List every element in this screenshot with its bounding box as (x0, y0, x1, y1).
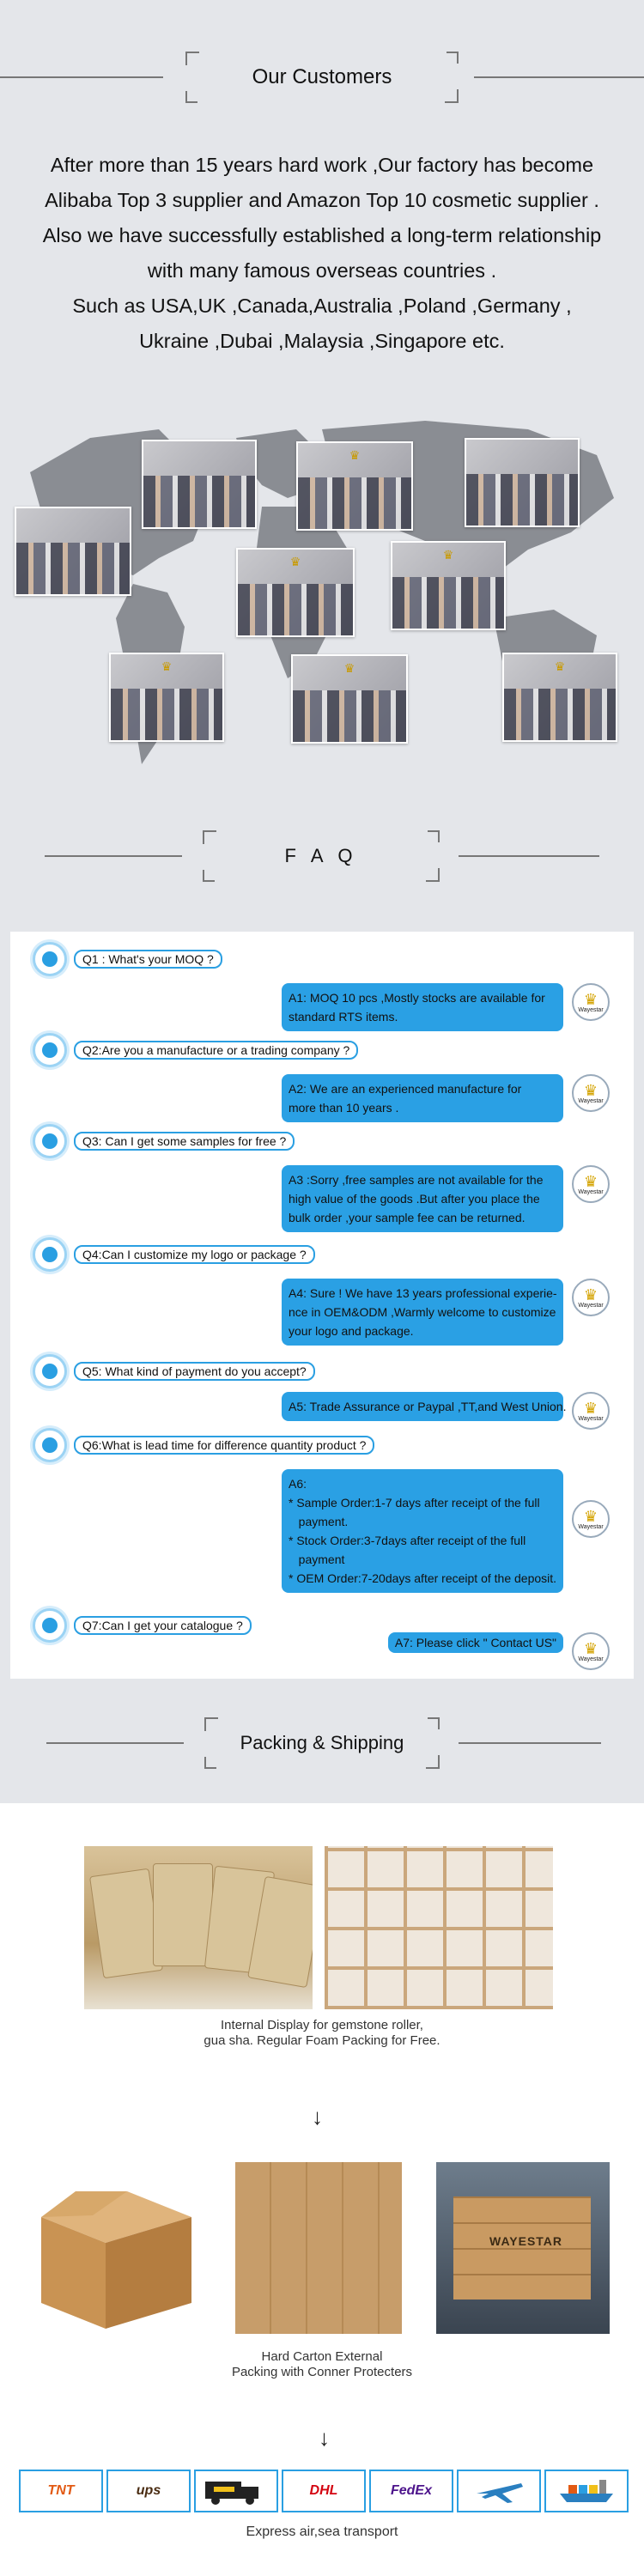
cargo-ship-icon (544, 2470, 629, 2512)
wayestar-avatar-icon: ♛ Wayestar (572, 1165, 610, 1203)
faq-question: Q5: What kind of payment do you accept? (33, 1354, 315, 1388)
section-title: Packing & Shipping (204, 1717, 440, 1769)
divider-line (46, 1742, 184, 1744)
carton-box-photo (24, 2157, 204, 2337)
truck-brand-label: WAYESTAR (489, 2234, 563, 2248)
customer-photo (465, 438, 580, 527)
wayestar-avatar-icon: ♛ Wayestar (572, 983, 610, 1021)
question-bubble-icon (33, 1237, 67, 1272)
question-bubble-icon (33, 1354, 67, 1388)
customers-intro (17, 148, 627, 359)
question-bubble-icon (33, 1608, 67, 1643)
question-bubble-icon (33, 1428, 67, 1462)
customer-photo (15, 507, 131, 596)
wayestar-avatar-icon: ♛ Wayestar (572, 1074, 610, 1112)
faq-panel (10, 932, 634, 1679)
transport-caption: Express air,sea transport (246, 2524, 398, 2539)
faq-answer: A5: Trade Assurance or Paypal ,TT,and West Union. ♛ Wayestar (282, 1392, 610, 1430)
section-title: Our Customers (185, 52, 459, 103)
customer-photo: ♛ (296, 441, 413, 531)
packing-header (0, 1717, 644, 1769)
section-title: F A Q (203, 830, 440, 882)
down-arrow-icon: ↓ (319, 2425, 330, 2451)
fedex-logo: FedEx (369, 2470, 453, 2512)
external-packing-caption: Hard Carton External Packing with Conner Protecters (231, 2349, 413, 2379)
warehouse-cartons-photo (235, 2162, 402, 2334)
internal-packing-caption: Internal Display for gemstone roller, gua sha. Regular Foam Packing for Free. (204, 2018, 440, 2048)
dhl-logo: DHL (282, 2470, 366, 2512)
question-bubble-icon (33, 942, 67, 976)
question-bubble-icon (33, 1033, 67, 1067)
wayestar-avatar-icon: ♛ Wayestar (572, 1632, 610, 1670)
customers-header (0, 52, 644, 103)
faq-question: Q4:Can I customize my logo or package ? (33, 1237, 315, 1272)
customer-photo: ♛ (291, 654, 408, 744)
faq-question: Q1 : What's your MOQ ? (33, 942, 222, 976)
faq-answer: A3 :Sorry ,free samples are not available for the high value of the goods .But after you place the bulk order ,your sample fee can be returned. ♛ Wayestar (282, 1165, 610, 1232)
faq-answer: A7: Please click " Contact US" ♛ Wayestar (388, 1632, 610, 1670)
faq-answer: A2: We are an experienced manufacture for more than 10 years . ♛ Wayestar (282, 1074, 610, 1122)
divider-line (474, 76, 644, 78)
divider-line (0, 76, 163, 78)
intro-line: Ukraine ,Dubai ,Malaysia ,Singapore etc. (139, 330, 505, 352)
faq-answer: A1: MOQ 10 pcs ,Mostly stocks are available for standard RTS items. ♛ Wayestar (282, 983, 610, 1031)
carrier-logos (19, 2470, 629, 2512)
down-arrow-icon: ↓ (312, 2104, 323, 2129)
airplane-icon (457, 2470, 541, 2512)
intro-line: Such as USA,UK ,Canada,Australia ,Poland ,Germany , (72, 295, 572, 317)
wayestar-avatar-icon: ♛ Wayestar (572, 1500, 610, 1538)
customer-photo: ♛ (391, 541, 506, 630)
faq-header (0, 830, 644, 882)
tnt-logo: TNT (19, 2470, 103, 2512)
divider-line (459, 855, 599, 857)
divider-line (459, 1742, 601, 1744)
divider-line (45, 855, 182, 857)
loading-truck-photo (436, 2162, 610, 2334)
wayestar-avatar-icon: ♛ Wayestar (572, 1279, 610, 1316)
ups-logo: ups (106, 2470, 191, 2512)
customer-photo: ♛ (109, 653, 224, 742)
faq-question: Q6:What is lead time for difference quantity product ? (33, 1428, 374, 1462)
gemstone-roller-bags-photo (84, 1846, 313, 2009)
faq-answer: A4: Sure ! We have 13 years professional experie- nce in OEM&ODM ,Warmly welcome to customize your logo and package. ♛ Wayestar (282, 1279, 610, 1346)
truck-logo (194, 2470, 278, 2512)
intro-line: with many famous overseas countries . (147, 259, 497, 282)
faq-question: Q2:Are you a manufacture or a trading company ? (33, 1033, 358, 1067)
question-bubble-icon (33, 1124, 67, 1158)
customer-photo: ♛ (502, 653, 617, 742)
faq-question: Q7:Can I get your catalogue ? (33, 1608, 252, 1643)
faq-question: Q3: Can I get some samples for free ? (33, 1124, 295, 1158)
intro-line: Also we have successfully established a long-term relationship (42, 224, 602, 246)
intro-line: After more than 15 years hard work ,Our factory has become (50, 154, 594, 176)
customer-photo (142, 440, 257, 529)
customer-photo: ♛ (236, 548, 355, 637)
faq-answer: A6: * Sample Order:1-7 days after receipt of the full payment. * Stock Order:3-7days after receipt of the full payment * OEM Order:7-20days after receipt of the deposit. ♛ Wayestar (282, 1469, 610, 1593)
wayestar-avatar-icon: ♛ Wayestar (572, 1392, 610, 1430)
customer-world-map (13, 404, 631, 790)
foam-packing-grid-photo (325, 1846, 553, 2009)
intro-line: Alibaba Top 3 supplier and Amazon Top 10 cosmetic supplier . (45, 189, 599, 211)
